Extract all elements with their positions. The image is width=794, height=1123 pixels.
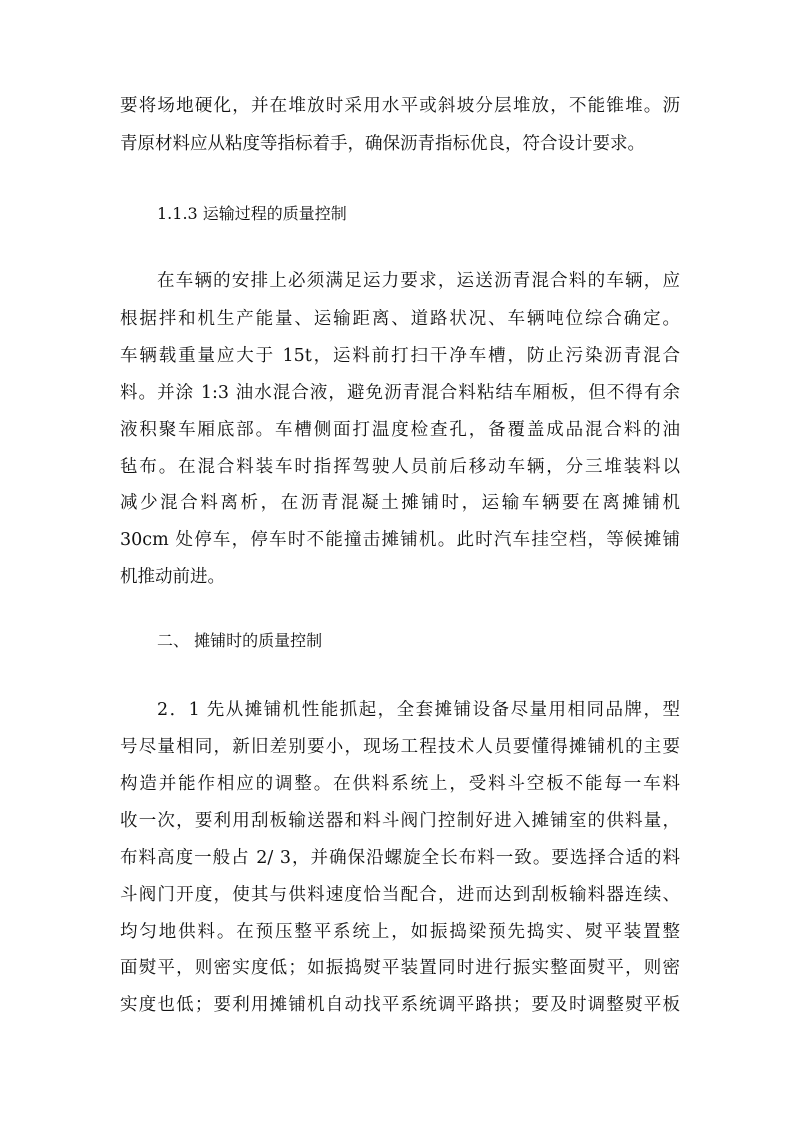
- paragraph-paving-line: 均匀地供料。在预压整平系统上，如振捣梁预先捣实、熨平装置整: [120, 922, 680, 942]
- paragraph-transport-line: 液积聚车厢底部。车槽侧面打温度检查孔，备覆盖成品混合料的油: [120, 420, 680, 440]
- paragraph-paving-line: 构造并能作相应的调整。在供料系统上，受料斗空板不能每一车料: [120, 774, 680, 794]
- paragraph-paving-line: 斗阀门开度，使其与供料速度恰当配合，进而达到刮板输料器连续、: [120, 885, 680, 905]
- paragraph-paving-line: 收一次，要利用刮板输送器和料斗阀门控制好进入摊铺室的供料量，: [120, 811, 680, 831]
- paragraph-transport-line: 机推动前进。: [120, 567, 225, 587]
- paragraph-paving-line: 号尽量相同，新旧差别要小，现场工程技术人员要懂得摊铺机的主要: [120, 737, 680, 757]
- paragraph-transport-line: 根据拌和机生产能量、运输距离、道路状况、车辆吨位综合确定。: [120, 309, 680, 329]
- paragraph-intro-line: 要将场地硬化，并在堆放时采用水平或斜坡分层堆放，不能锥堆。沥: [120, 96, 680, 116]
- paragraph-intro-line: 青原材料应从粘度等指标着手，确保沥青指标优良，符合设计要求。: [120, 134, 645, 154]
- paragraph-transport-line: 毡布。在混合料装车时指挥驾驶人员前后移动车辆，分三堆装料以: [120, 457, 680, 477]
- paragraph-transport-line: 车辆载重量应大于 15t，运料前打扫干净车槽，防止污染沥青混合: [120, 346, 680, 366]
- paragraph-paving-line: 布料高度一般占 2/ 3，并确保沿螺旋全长布料一致。要选择合适的料: [120, 848, 680, 868]
- paragraph-paving-line: 2．1 先从摊铺机性能抓起，全套摊铺设备尽量用相同品牌，型: [157, 700, 680, 720]
- paragraph-paving-line: 面熨平，则密实度低；如振捣熨平装置同时进行振实整面熨平，则密: [120, 958, 680, 978]
- paragraph-transport-line: 料。并涂 1:3 油水混合液，避免沥青混合料粘结车厢板，但不得有余: [120, 383, 680, 403]
- paragraph-transport-line: 减少混合料离析，在沥青混凝土摊铺时，运输车辆要在离摊铺机: [120, 493, 680, 513]
- paragraph-transport-line: 30cm 处停车，停车时不能撞击摊铺机。此时汽车挂空档，等候摊铺: [120, 530, 680, 550]
- section-heading-1-1-3: 1.1.3 运输过程的质量控制: [157, 204, 347, 223]
- paragraph-transport-line: 在车辆的安排上必须满足运力要求，运送沥青混合料的车辆，应: [157, 271, 680, 291]
- paragraph-paving-line: 实度也低；要利用摊铺机自动找平系统调平路拱；要及时调整熨平板: [120, 995, 680, 1015]
- section-heading-2: 二、 摊铺时的质量控制: [157, 631, 323, 650]
